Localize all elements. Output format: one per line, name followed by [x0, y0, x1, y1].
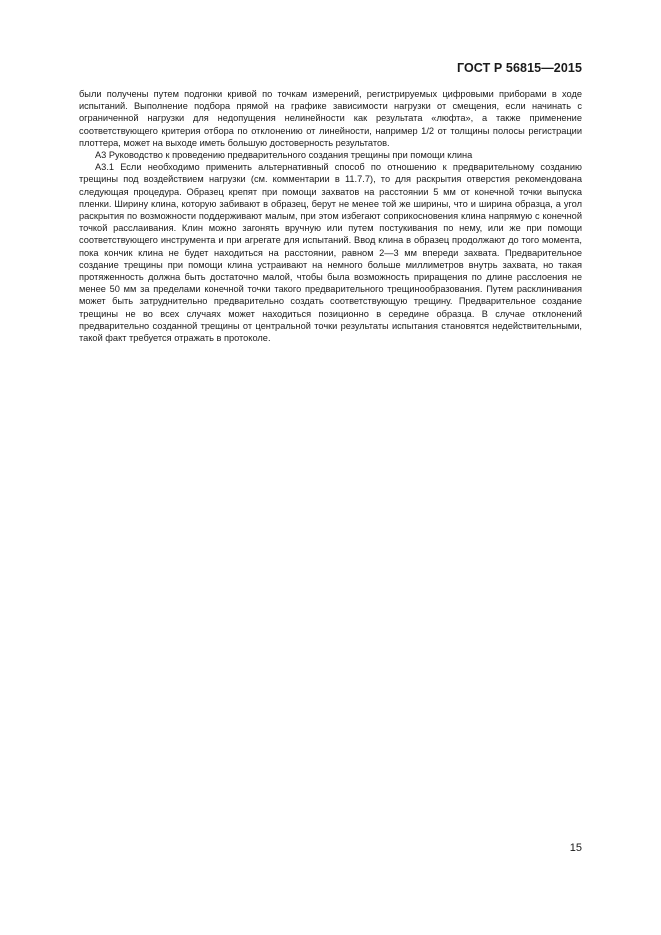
page-number: 15 [569, 842, 582, 854]
section-heading-a3: А3 Руководство к проведению предварительного создания трещины при помощи клина [95, 150, 473, 161]
paragraph-continuation: были получены путем подгонки кривой по точкам измерений, регистрируемых цифровыми приборами в ходе испытаний. Выполнение подбора прямой на графике зависимости нагрузки от смещения, если начинать с ограниченной нагрузки для недопущения нелинейности как результата «люфта», а также применение соответствующего критерия отбора по отклонению от линейности, например 1/2 от толщины полосы регистрации плоттера, может на выходе иметь большую достоверность результатов. [79, 89, 582, 148]
body-text [79, 88, 582, 344]
paragraph-a3-1: А3.1 Если необходимо применить альтернативный способ по отношению к предварительному созданию трещины под воздействием нагрузки (см. комментарии в 11.7.7), то для раскрытия отверстия рекомендована следующая процедура. Образец крепят при помощи захватов на расстоянии 5 мм от конечной точки выпуска пленки. Ширину клина, которую забивают в образец, берут не менее той же ширины, что и ширина образца, а угол раскрытия по возможности поддерживают малым, при этом избегают соприкосновения клина напрямую с конечной точкой расслаивания. Клин можно загонять вручную или путем постукивания по нему, или же при помощи соответствующего инструмента и при агрегате для испытаний. Ввод клина в образец продолжают до того момента, пока кончик клина не будет находиться на расстоянии, равном 2—3 мм впереди захвата. Предварительное создание трещины при помощи клина устраивают на немного больше миллиметров внутрь захвата, но такая протяженность должна быть достаточно малой, чтобы была возможность приращения по длине расслоения не менее 50 мм за пределами конечной точки такого предварительного трещинообразования. Путем расклинивания может быть затруднительно предварительно создать соответствующую трещину. Предварительное создание трещины не во всех случаях может находиться позиционно в середине образца. В случае отклонений предварительно созданной трещины от центральной точки результаты испытания становятся недействительными, такой факт требуется отражать в протоколе. [79, 162, 582, 344]
standard-header: ГОСТ Р 56815—2015 [456, 61, 582, 75]
